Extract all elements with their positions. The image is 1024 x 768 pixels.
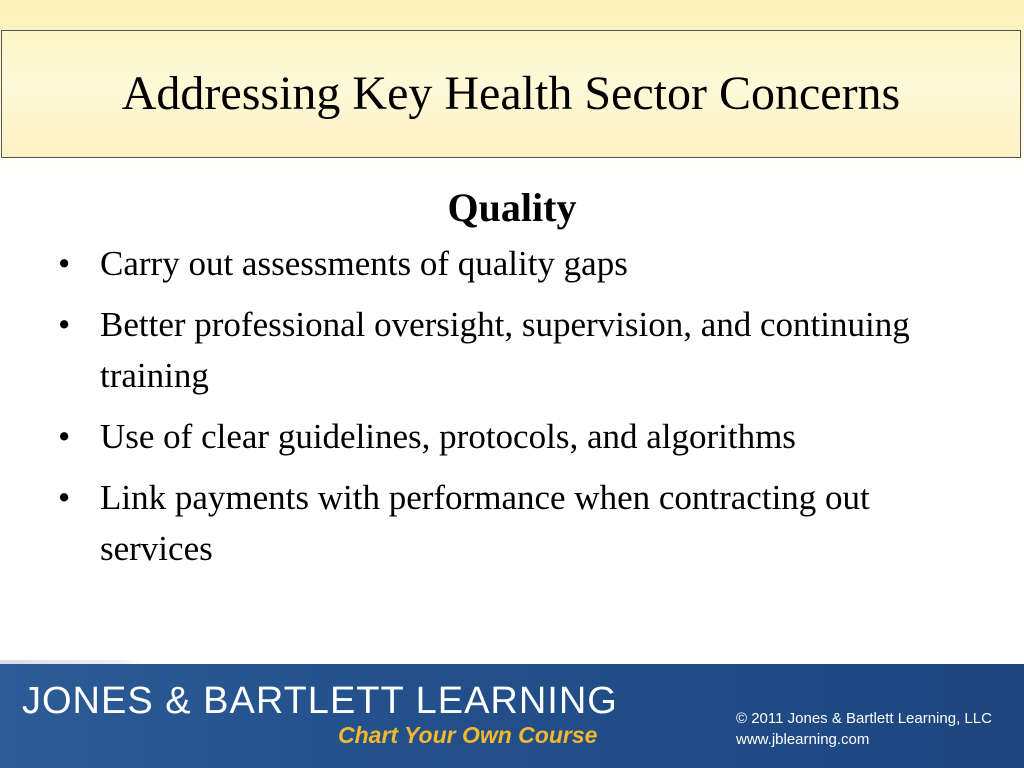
bullet-icon: • [58, 305, 71, 344]
bullet-list [0, 238, 1024, 574]
copyright-notice: © 2011 Jones & Bartlett Learning, LLC [736, 710, 992, 727]
bullet-icon: • [58, 478, 71, 517]
bullet-text: Link payments with performance when contracting out services [100, 478, 870, 568]
bullet-item [0, 411, 1024, 462]
title-box [1, 30, 1021, 158]
bullet-text: Use of clear guidelines, protocols, and algorithms [100, 417, 796, 456]
publisher-logo-text: JONES & BARTLETT LEARNING [22, 680, 618, 722]
bullet-item [0, 238, 1024, 289]
bullet-item [0, 472, 1024, 574]
bullet-text: Carry out assessments of quality gaps [100, 244, 628, 283]
bullet-text: Better professional oversight, supervision, and continuing training [100, 305, 910, 395]
section-heading: Quality [447, 185, 577, 230]
bullet-icon: • [58, 244, 71, 283]
slide-content [0, 180, 1024, 584]
publisher-footer [0, 664, 1024, 768]
slide-title: Addressing Key Health Sector Concerns [121, 67, 901, 120]
publisher-tagline: Chart Your Own Course [338, 722, 598, 748]
bullet-item [0, 299, 1024, 401]
publisher-url: www.jblearning.com [736, 731, 870, 748]
bullet-icon: • [58, 417, 71, 456]
